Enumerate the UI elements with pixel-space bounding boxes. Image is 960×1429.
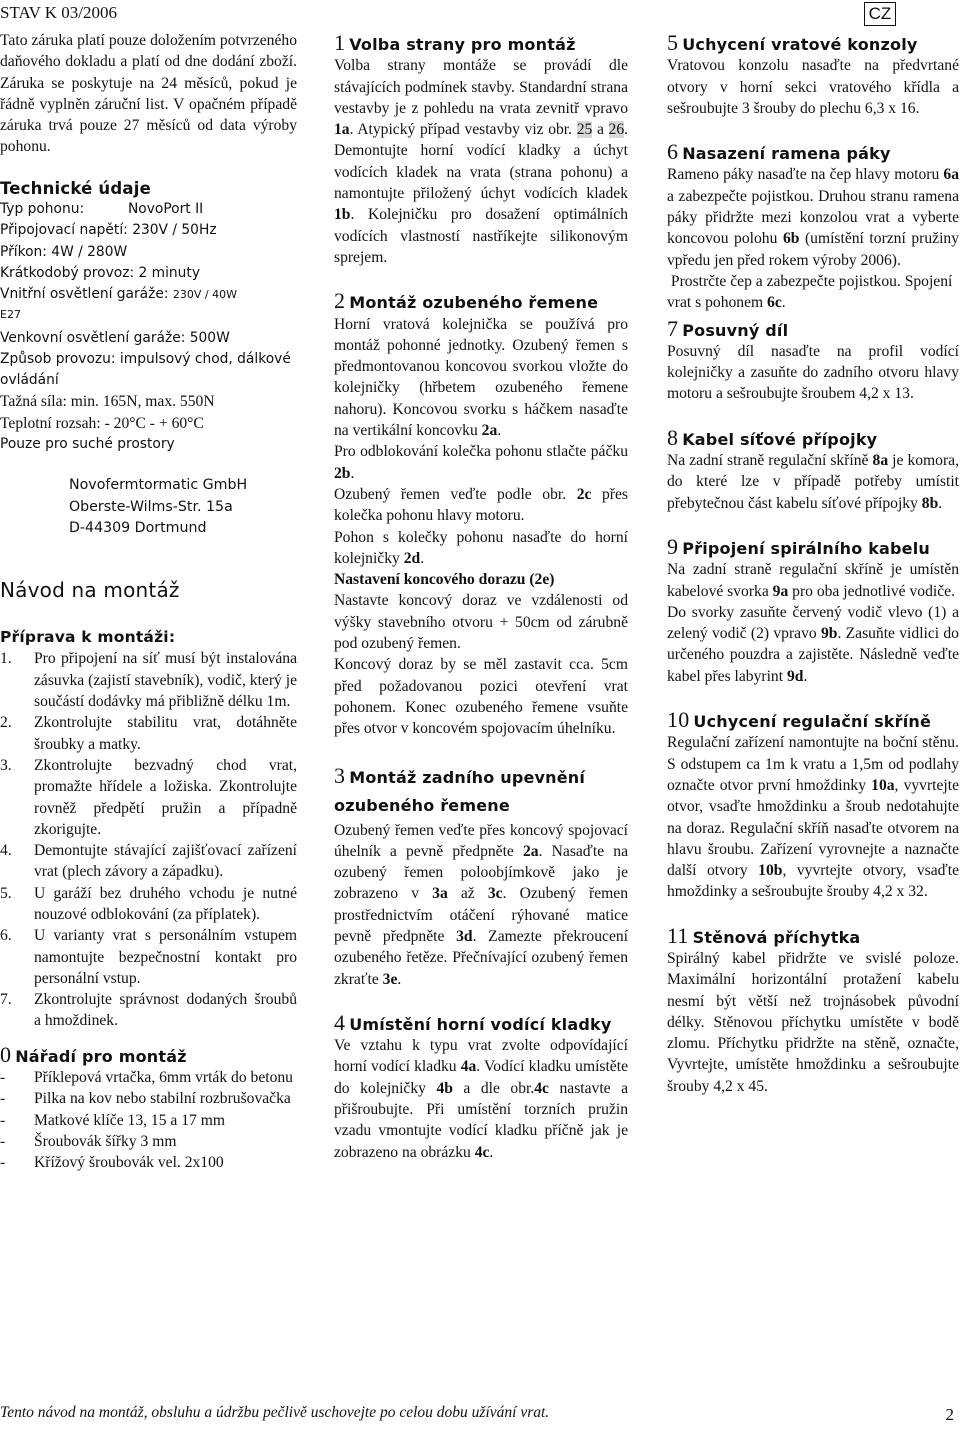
tech-line xyxy=(0,284,297,305)
section-7-title: 7 Posuvný díl xyxy=(667,315,789,341)
list-item: 3. Zkontrolujte bezvadný chod vrat, promažte hřídele a ložiska. Zkontrolujte rovněž předpětí pružin a případně zkorigujte. xyxy=(0,756,297,838)
list-item: - Příklepová vrtačka, 6mm vrták do betonu xyxy=(0,1069,293,1087)
section-7-text: Posuvný díl nasaďte na profil vodící kolejničky a zasuňte do zadního otvoru hlavy motoru a sešroubujte šroubem 4,2 x 13. xyxy=(667,342,959,403)
list-item: 6. U varianty vrat s personálním vstupem namontujte bezpečnostní kontakt pro personální vstup. xyxy=(0,927,297,987)
tech-line: Pouze pro suché prostory xyxy=(0,436,175,453)
section-0-title: 0 Nářadí pro montáž xyxy=(0,1041,187,1067)
list-item: - Pilka na kov nebo stabilní rozbrušovačka xyxy=(0,1090,291,1108)
section-6-text: Rameno páky nasaďte na čep hlavy motoru 6a a zabezpečte pojistkou. Druhou stranu ramena páky přidržte mezi konzolou vrat a vyberte koncovou polohu 6b (umístění torzní pružiny vpředu jen před rokem výroby 2006). xyxy=(667,166,959,269)
language-badge: CZ xyxy=(864,2,896,26)
section-2-text: Ozubený řemen veďte podle obr. 2c přes kolečka pohonu hlavy motoru. xyxy=(334,485,628,525)
list-item: 7. Zkontrolujte správnost dodaných šroubů a hmoždinek. xyxy=(0,991,297,1030)
section-3-text: Ozubený řemen veďte přes koncový spojovací úhelník a pevně předpněte 2a. Nasaďte na ozubený řemen poloobjímkově jako je zobrazeno v 3a až 3c. Ozubený řemen prostřednictvím otáčení rýhované matice pevně předpněte 3d. Zamezte překroucení ozubeného řetěze. Přečnívající ozubený řemen zkraťte 3e. xyxy=(334,821,629,988)
tech-line: Způsob provozu: impulsový chod, dálkové ovládání xyxy=(0,350,291,389)
section-9-text: Do svorky zasuňte červený vodič vlevo (1) a zelený vodič (2) vpravo 9b. Zasuňte vidlici do určeného pouzdra a zajistěte. Následně veďte kabel přes labyrint 9d. xyxy=(667,603,959,685)
tech-line-value: 230V / 40W xyxy=(172,288,237,302)
tech-line: E27 xyxy=(0,307,21,321)
section-2-title: 2 Montáž ozubeného řemene xyxy=(334,288,599,314)
section-2-text: Pro odblokování kolečka pohonu stlačte páčku 2b. xyxy=(334,443,628,482)
footer-note: Tento návod na montáž, obsluhu a údržbu pečlivě uschovejte po celou dobu užívání vrat. xyxy=(0,1404,550,1421)
tech-line: Venkovní osvětlení garáže: 500W xyxy=(0,329,230,346)
preparation-title: Příprava k montáži: xyxy=(0,628,176,647)
section-11-text: Spirálný kabel přidržte ve svislé poloze. Maximální horizontální protažení kabelu nesmí být větší než trojnásobek původní délky. Stěnovou příchytku umístěte v bodě zlomu. Příchytku přidržte na stěně, označte, Vyvrtejte, umístěte hmoždinku a sešroubujte šrouby 4,2 x 45. xyxy=(667,949,959,1095)
end-stop-subtitle: Nastavení koncového dorazu (2e) xyxy=(334,571,555,589)
list-item: 2. Zkontrolujte stabilitu vrat, dotáhněte šroubky a matky. xyxy=(0,714,297,753)
column-left xyxy=(0,30,297,1174)
section-10-text: Regulační zařízení namontujte na boční stěnu. S odstupem ca 1m k vratu a 1,5m od podlahy označte otvor první hmoždinky 10a, vyvrtejte otvor, vsaďte hmoždinku a šroub nedotahujte na doraz. Regulační skříň nasaďte otvorem na hlavu šroubu. Zařízení vyrovnejte a naznačte další otvory 10b, vyvrtejte otvory, vsaďte hmoždinky a sešroubujte šrouby 4,2 x 32. xyxy=(667,734,959,901)
page-number: 2 xyxy=(945,1405,954,1424)
section-2-text: Pohon s kolečky pohonu nasaďte do horní kolejničky 2d. xyxy=(334,528,628,567)
section-3-title: 3 Montáž zadního upevnění ozubeného řemene xyxy=(334,762,586,815)
list-item: 1. Pro připojení na síť musí být instalována zásuvka (zajistí stavebník), vodič, který je součástí dodávky má přibližně délku 1m. xyxy=(0,650,297,711)
section-4-text: Ve vztahu k typu vrat zvolte odpovídající horní vodící kladku 4a. Vodící kladku umístěte do kolejničky 4b a dle obr.4c nastavte a přišroubujte. Při umístění torzních pružin vzadu vmontujte vodící kladku příčně jak je zobrazeno na obrázku 4c. xyxy=(334,1037,628,1161)
column-right xyxy=(667,32,959,1097)
section-8-title: 8 Kabel síťové přípojky xyxy=(667,424,878,450)
section-2-text: Nastavte koncový doraz ve vzdálenosti od výšky stavebního otvoru + 50cm od zárubně pod ozubený řemen. xyxy=(334,592,628,653)
section-9-text: Na zadní straně regulační skříně je umístěn kabelové svorka 9a pro oba jednotlivé vodiče. xyxy=(667,561,959,600)
section-11-title: 11 Stěnová příchytka xyxy=(667,922,861,948)
list-item: - Matkové klíče 13, 15 a 17 mm xyxy=(0,1111,225,1129)
company-city: D-44309 Dortmund xyxy=(69,520,207,537)
preparation-list xyxy=(0,648,297,1031)
tech-line: Typ pohonu: NovoPort II xyxy=(0,201,204,218)
company-street: Oberste-Wilms-Str. 15a xyxy=(69,498,233,515)
section-2-text: Horní vratová kolejnička se používá pro montáž pohonné jednotky. Ozubený řemen s předmontovanou koncovou svorkou vložte do kolejničky (hřbetem ozubeného řemene nahoru). Koncovou svorku s háčkem nasaďte na vertikální koncovku 2a. xyxy=(334,315,628,440)
section-6-title: 6 Nasazení ramena páky xyxy=(667,139,891,165)
section-1-title: 1 Volba strany pro montáž xyxy=(334,30,576,55)
tools-list xyxy=(0,1067,297,1173)
list-item: 4. Demontujte stávající zajišťovací zařízení vrat (plech závory a západku). xyxy=(0,842,297,881)
tech-line: Příkon: 4W / 280W xyxy=(0,243,128,260)
section-9-title: 9 Připojení spirálního kabelu xyxy=(667,533,931,559)
company-address xyxy=(0,475,297,540)
tech-line: Teplotní rozsah: - 20°C - + 60°C xyxy=(0,414,204,432)
section-4-title: 4 Umístění horní vodící kladky xyxy=(334,1009,612,1035)
tech-line: Krátkodobý provoz: 2 minuty xyxy=(0,264,200,281)
tech-data-title: Technické údaje xyxy=(0,178,151,198)
section-6-text: Prostrčte čep a zabezpečte pojistkou. Spojení vrat s pohonem 6c. xyxy=(667,272,957,312)
figure-ref: 26 xyxy=(608,121,625,139)
tech-line: Připojovací napětí: 230V / 50Hz xyxy=(0,222,217,239)
tech-data-list xyxy=(0,199,297,455)
figure-ref: 25 xyxy=(576,121,593,139)
list-item: - Šroubovák šířky 3 mm xyxy=(0,1132,177,1150)
tech-line-label: Vnitřní osvětlení garáže: xyxy=(0,286,173,303)
warranty-text: Tato záruka platí pouze doložením potvrzeného daňového dokladu a platí od dne dodání zboží. Záruka se poskytuje na 24 měsíců, pokud je řádně vyplněn záruční list. V opačném případě záruka trvá pouze 27 měsíců od data výroby pohonu. xyxy=(0,32,297,156)
section-10-title: 10 Uchycení regulační skříně xyxy=(667,707,932,733)
list-item: 5. U garáží bez druhého vchodu je nutné nouzové odblokování (za příplatek). xyxy=(0,884,297,923)
section-5-title: 5 Uchycení vratové konzoly xyxy=(667,30,918,55)
company-name: Novofermtormatic GmbH xyxy=(69,477,248,494)
tech-line: Tažná síla: min. 165N, max. 550N xyxy=(0,393,215,411)
section-2-text: Koncový doraz by se měl zastavit cca. 5cm před požadovanou pozici otevření vrat pohonem. Konec ozubeného řemene vsuňte přes otvor v koncovém spojovacím úhelníku. xyxy=(334,656,628,738)
manual-title: Návod na montáž xyxy=(0,577,180,602)
list-item: - Křížový šroubovák vel. 2x100 xyxy=(0,1154,224,1172)
document-code: STAV K 03/2006 xyxy=(0,3,118,22)
section-1-text: Volba strany montáže se provádí dle stávajících podmínek stavby. Standardní strana vestavby je z pohledu na vrata zevnitř vpravo 1a. Atypický případ vestavby viz obr. 25 a 26. Demontujte horní vodící kladky a úchyt vodících kladek na vrata (strana pohonu) a namontujte přiložený úchyt vodících kladek 1b. Kolejničku pro dosažení optimálních vodících vlastností nastříkejte silikonovým sprejem. xyxy=(334,57,629,266)
section-5-text: Vratovou konzolu nasaďte na předvrtané otvory v horní sekci vratového křídla a sešroubujte 3 šrouby do plechu 6,3 x 16. xyxy=(667,57,959,117)
column-middle xyxy=(334,32,628,1163)
section-8-text: Na zadní straně regulační skříně 8a je komora, do které lze v případě potřeby umístit přebytečnou část kabelu síťové přípojky 8b. xyxy=(667,452,959,512)
